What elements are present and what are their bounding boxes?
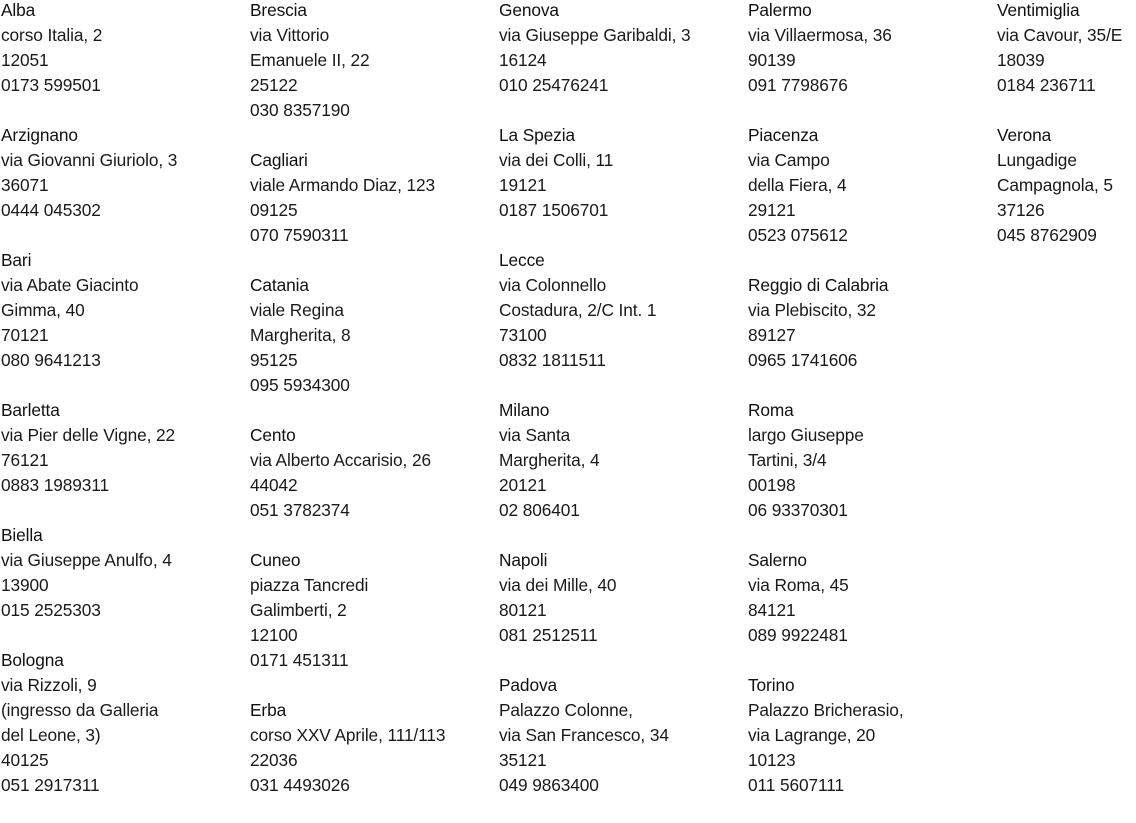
office-city: Reggio di Calabria: [748, 275, 889, 295]
office-detail-line: 84121: [748, 600, 796, 620]
office-detail-line: via Giovanni Giuriolo, 3: [1, 150, 178, 170]
office-entry: [499, 673, 739, 798]
office-detail-line: 0187 1506701: [499, 200, 609, 220]
office-city: Lecce: [499, 250, 545, 270]
office-detail-line: 030 8357190: [250, 100, 350, 120]
office-detail-line: via Rizzoli, 9: [1, 675, 97, 695]
office-detail-line: Palazzo Bricherasio,: [748, 700, 904, 720]
office-detail-line: via Roma, 45: [748, 575, 849, 595]
office-detail-line: 80121: [499, 600, 547, 620]
office-city: Palermo: [748, 0, 812, 20]
office-entry: [1, 648, 241, 798]
office-entry: [748, 0, 988, 98]
office-detail-line: via Abate Giacinto: [1, 275, 139, 295]
office-detail-line: della Fiera, 4: [748, 175, 847, 195]
office-detail-line: 011 5607111: [748, 775, 844, 795]
office-entry: [250, 148, 490, 248]
office-detail-line: via dei Mille, 40: [499, 575, 617, 595]
office-detail-line: via Pier delle Vigne, 22: [1, 425, 176, 445]
office-detail-line: Galimberti, 2: [250, 600, 347, 620]
office-entry: [499, 398, 739, 523]
office-entry: [499, 248, 739, 373]
office-detail-line: 089 9922481: [748, 625, 848, 645]
office-detail-line: via Lagrange, 20: [748, 725, 876, 745]
office-city: Bari: [1, 250, 32, 270]
office-entry: [748, 123, 988, 248]
office-detail-line: 06 93370301: [748, 500, 848, 520]
office-detail-line: 89127: [748, 325, 796, 345]
office-entry: [499, 548, 739, 648]
office-entry: [499, 123, 739, 223]
office-entry: [1, 398, 241, 498]
office-detail-line: via Villaermosa, 36: [748, 25, 892, 45]
office-detail-line: 081 2512511: [499, 625, 598, 645]
office-detail-line: 35121: [499, 750, 547, 770]
office-city: Arzignano: [1, 125, 78, 145]
office-detail-line: 0832 1811511: [499, 350, 606, 370]
office-city: Milano: [499, 400, 550, 420]
office-detail-line: 010 25476241: [499, 75, 609, 95]
office-detail-line: 049 9863400: [499, 775, 599, 795]
office-city: Barletta: [1, 400, 60, 420]
office-detail-line: via Cavour, 35/E: [997, 25, 1123, 45]
office-city: Cento: [250, 425, 296, 445]
office-detail-line: 095 5934300: [250, 375, 350, 395]
office-detail-line: Palazzo Colonne,: [499, 700, 633, 720]
offices-column-2: [250, 0, 490, 823]
office-detail-line: 0523 075612: [748, 225, 848, 245]
office-city: Biella: [1, 525, 43, 545]
office-detail-line: via Colonnello: [499, 275, 607, 295]
office-city: Bologna: [1, 650, 64, 670]
office-entry: [1, 0, 241, 98]
office-entry: [250, 698, 490, 798]
office-detail-line: via Giuseppe Anulfo, 4: [1, 550, 172, 570]
offices-column-3: [499, 0, 739, 823]
office-entry: [997, 0, 1136, 98]
office-entry: [748, 398, 988, 523]
office-detail-line: 031 4493026: [250, 775, 350, 795]
office-entry: [997, 123, 1136, 248]
office-entry: [1, 123, 241, 223]
office-detail-line: Lungadige: [997, 150, 1077, 170]
office-detail-line: 76121: [1, 450, 49, 470]
office-detail-line: 12051: [1, 50, 49, 70]
office-city: Alba: [1, 0, 36, 20]
office-detail-line: 37126: [997, 200, 1045, 220]
office-detail-line: 0171 451311: [250, 650, 349, 670]
office-city: Verona: [997, 125, 1052, 145]
office-entry: [250, 0, 490, 123]
office-detail-line: 015 2525303: [1, 600, 101, 620]
office-detail-line: 00198: [748, 475, 796, 495]
office-city: Cagliari: [250, 150, 308, 170]
office-city: Salerno: [748, 550, 807, 570]
office-detail-line: 0444 045302: [1, 200, 101, 220]
office-detail-line: 091 7798676: [748, 75, 848, 95]
office-detail-line: 44042: [250, 475, 298, 495]
office-detail-line: corso XXV Aprile, 111/113: [250, 725, 446, 745]
office-detail-line: 02 806401: [499, 500, 580, 520]
office-detail-line: 70121: [1, 325, 49, 345]
office-detail-line: 0883 1989311: [1, 475, 110, 495]
office-detail-line: 045 8762909: [997, 225, 1097, 245]
office-detail-line: 0173 599501: [1, 75, 101, 95]
office-city: La Spezia: [499, 125, 575, 145]
offices-directory: [1, 0, 1136, 795]
office-city: Genova: [499, 0, 559, 20]
offices-column-1: [1, 0, 241, 823]
office-detail-line: via Santa: [499, 425, 571, 445]
office-detail-line: 40125: [1, 750, 49, 770]
office-detail-line: via Giuseppe Garibaldi, 3: [499, 25, 691, 45]
office-entry: [748, 548, 988, 648]
office-detail-line: largo Giuseppe: [748, 425, 864, 445]
office-detail-line: 73100: [499, 325, 547, 345]
office-detail-line: 12100: [250, 625, 298, 645]
office-detail-line: Emanuele II, 22: [250, 50, 370, 70]
office-detail-line: Gimma, 40: [1, 300, 85, 320]
office-detail-line: 10123: [748, 750, 796, 770]
office-detail-line: via Campo: [748, 150, 830, 170]
office-detail-line: 25122: [250, 75, 298, 95]
office-detail-line: (ingresso da Galleria: [1, 700, 159, 720]
office-city: Ventimiglia: [997, 0, 1080, 20]
office-detail-line: 18039: [997, 50, 1045, 70]
office-city: Erba: [250, 700, 287, 720]
office-city: Padova: [499, 675, 558, 695]
office-detail-line: Campagnola, 5: [997, 175, 1113, 195]
office-detail-line: via Plebiscito, 32: [748, 300, 876, 320]
office-entry: [748, 273, 988, 373]
office-detail-line: 90139: [748, 50, 796, 70]
office-entry: [250, 423, 490, 523]
office-detail-line: viale Regina: [250, 300, 344, 320]
office-detail-line: viale Armando Diaz, 123: [250, 175, 436, 195]
office-city: Napoli: [499, 550, 548, 570]
office-entry: [250, 273, 490, 398]
office-detail-line: 0965 1741606: [748, 350, 858, 370]
office-detail-line: 16124: [499, 50, 547, 70]
office-detail-line: Margherita, 4: [499, 450, 600, 470]
office-detail-line: 36071: [1, 175, 49, 195]
office-city: Catania: [250, 275, 309, 295]
office-detail-line: 20121: [499, 475, 547, 495]
office-city: Brescia: [250, 0, 307, 20]
offices-column-4: [748, 0, 988, 823]
office-city: Piacenza: [748, 125, 819, 145]
office-city: Torino: [748, 675, 795, 695]
office-detail-line: via San Francesco, 34: [499, 725, 669, 745]
office-entry: [1, 523, 241, 623]
office-detail-line: del Leone, 3): [1, 725, 101, 745]
office-detail-line: 080 9641213: [1, 350, 101, 370]
office-city: Cuneo: [250, 550, 301, 570]
office-detail-line: 070 7590311: [250, 225, 349, 245]
office-detail-line: 29121: [748, 200, 796, 220]
office-entry: [499, 0, 739, 98]
office-detail-line: 13900: [1, 575, 49, 595]
office-entry: [250, 548, 490, 673]
office-detail-line: Costadura, 2/C Int. 1: [499, 300, 657, 320]
office-detail-line: 0184 236711: [997, 75, 1096, 95]
office-detail-line: via dei Colli, 11: [499, 150, 614, 170]
office-detail-line: 051 3782374: [250, 500, 350, 520]
office-detail-line: 95125: [250, 350, 298, 370]
office-detail-line: corso Italia, 2: [1, 25, 103, 45]
office-detail-line: 19121: [499, 175, 547, 195]
office-detail-line: 09125: [250, 200, 298, 220]
office-detail-line: 22036: [250, 750, 298, 770]
offices-column-5: [997, 0, 1136, 273]
office-detail-line: Tartini, 3/4: [748, 450, 827, 470]
office-detail-line: via Alberto Accarisio, 26: [250, 450, 431, 470]
office-detail-line: Margherita, 8: [250, 325, 351, 345]
office-detail-line: piazza Tancredi: [250, 575, 369, 595]
office-city: Roma: [748, 400, 794, 420]
office-detail-line: 051 2917311: [1, 775, 100, 795]
office-entry: [1, 248, 241, 373]
office-detail-line: via Vittorio: [250, 25, 330, 45]
office-entry: [748, 673, 988, 798]
